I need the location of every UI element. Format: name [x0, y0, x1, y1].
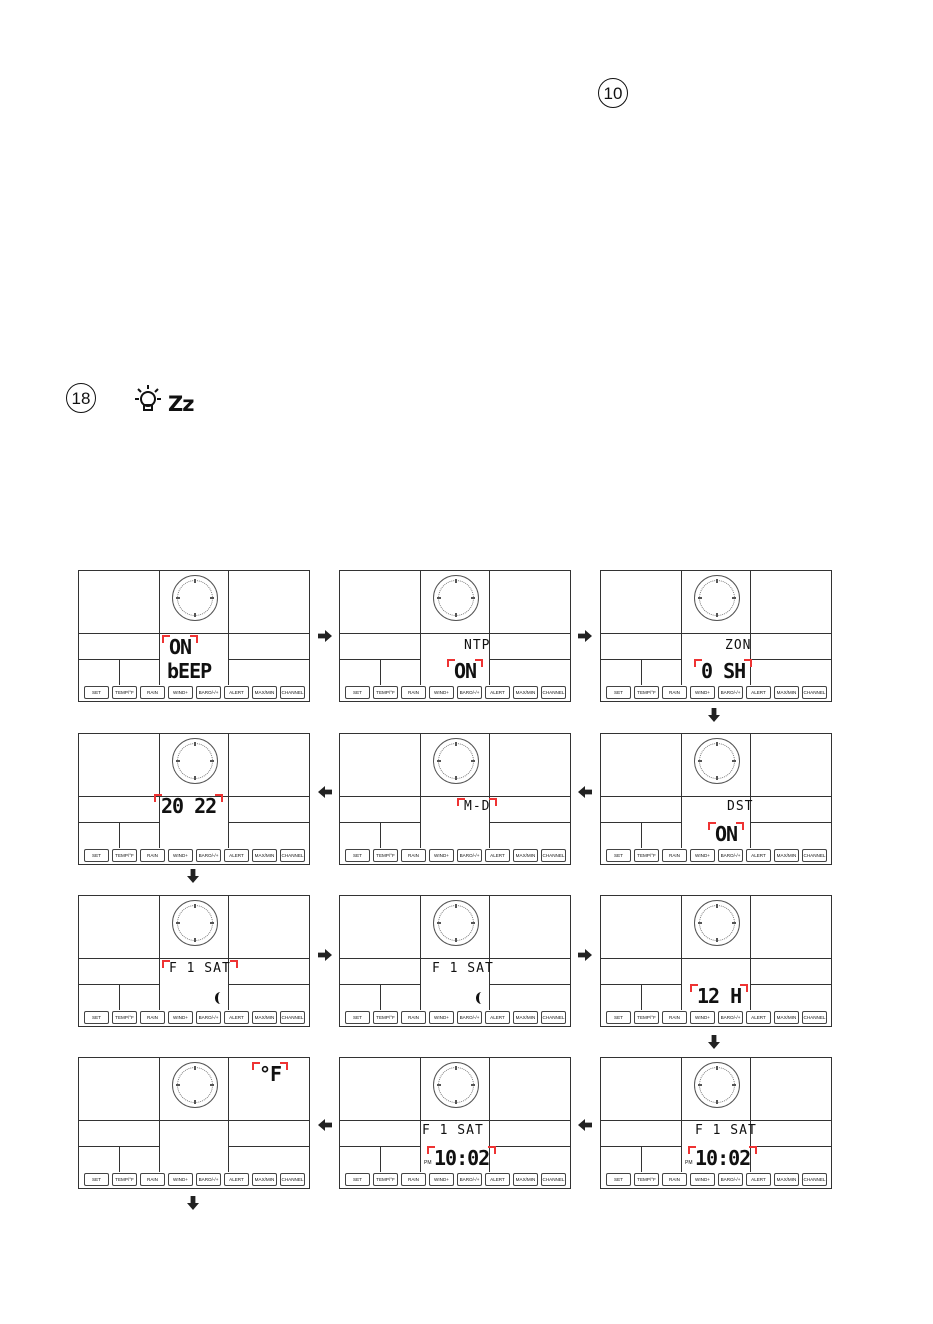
- lcd-button-alert: ALERT: [224, 1173, 249, 1186]
- year-value: 20 22: [161, 794, 217, 818]
- lcd-panel-day-flash: [339, 895, 571, 1027]
- lcd-button-channel: CHANNEL: [280, 1173, 305, 1186]
- lcd-button-max-min: MAX/MIN: [252, 849, 277, 862]
- lcd-button-alert: ALERT: [485, 849, 510, 862]
- compass-icon: [694, 575, 740, 621]
- lcd-button-baro: BARO/-/+: [196, 686, 221, 699]
- lcd-button-baro: BARO/-/+: [718, 686, 743, 699]
- arrow-right-icon: [578, 949, 592, 961]
- lcd-panel-dst: [600, 733, 832, 865]
- lcd-button-alert: ALERT: [485, 1011, 510, 1024]
- compass-icon: [172, 1062, 218, 1108]
- lcd-button-wind: WIND+: [429, 1011, 454, 1024]
- lcd-button-max-min: MAX/MIN: [513, 1011, 538, 1024]
- arrow-left-icon: [578, 786, 592, 798]
- compass-icon: [433, 900, 479, 946]
- pm-indicator: PM: [424, 1160, 432, 1166]
- lcd-button-baro: BARO/-/+: [196, 1173, 221, 1186]
- lcd-button-temp-f: TEMP/°F: [112, 1173, 137, 1186]
- lcd-button-rain: RAIN: [140, 686, 165, 699]
- arrow-right-icon: [318, 630, 332, 642]
- lcd-button-wind: WIND+: [429, 686, 454, 699]
- lcd-button-channel: CHANNEL: [802, 686, 827, 699]
- lcd-button-set: SET: [84, 849, 109, 862]
- lcd-button-rain: RAIN: [401, 1173, 426, 1186]
- lcd-button-baro: BARO/-/+: [457, 1173, 482, 1186]
- lcd-button-set: SET: [606, 1173, 631, 1186]
- temp-unit-value: °F: [259, 1062, 282, 1086]
- lcd-button-set: SET: [606, 849, 631, 862]
- lcd-button-wind: WIND+: [690, 1011, 715, 1024]
- arrow-left-icon: [318, 1119, 332, 1131]
- lcd-button-channel: CHANNEL: [541, 1173, 566, 1186]
- lcd-button-temp-f: TEMP/°F: [112, 849, 137, 862]
- lcd-panel-ntp: [339, 570, 571, 702]
- lcd-button-set: SET: [84, 1011, 109, 1024]
- lcd-button-set: SET: [84, 686, 109, 699]
- button-row: [84, 849, 305, 862]
- compass-icon: [172, 900, 218, 946]
- button-row: [84, 1173, 305, 1186]
- lcd-panel-beep: [78, 570, 310, 702]
- lcd-panel-clock-minute: [339, 1057, 571, 1189]
- lcd-button-wind: WIND+: [690, 1173, 715, 1186]
- compass-icon: [694, 1062, 740, 1108]
- lcd-button-wind: WIND+: [168, 1173, 193, 1186]
- lcd-button-max-min: MAX/MIN: [774, 1011, 799, 1024]
- lcd-button-alert: ALERT: [746, 1173, 771, 1186]
- lcd-button-rain: RAIN: [662, 1173, 687, 1186]
- date-format-value: M-D: [464, 799, 491, 814]
- compass-icon: [694, 900, 740, 946]
- lcd-button-set: SET: [345, 1011, 370, 1024]
- lcd-button-temp-f: TEMP/°F: [373, 849, 398, 862]
- lcd-button-alert: ALERT: [746, 1011, 771, 1024]
- button-row: [606, 1173, 827, 1186]
- button-row: [606, 686, 827, 699]
- lcd-button-max-min: MAX/MIN: [513, 849, 538, 862]
- lcd-button-temp-f: TEMP/°F: [634, 1011, 659, 1024]
- clock-value: 10:02: [434, 1146, 490, 1170]
- lcd-button-rain: RAIN: [140, 1011, 165, 1024]
- moon-icon: [215, 992, 226, 1004]
- lcd-button-max-min: MAX/MIN: [252, 1011, 277, 1024]
- day-value: F 1 SAT: [432, 961, 494, 976]
- lcd-panel-zone: [600, 570, 832, 702]
- arrow-left-icon: [318, 786, 332, 798]
- moon-icon: [476, 992, 487, 1004]
- lcd-button-baro: BARO/-/+: [457, 686, 482, 699]
- lcd-panel-month-day-flash: [78, 895, 310, 1027]
- lcd-button-channel: CHANNEL: [541, 1011, 566, 1024]
- clock-value: 10:02: [695, 1146, 751, 1170]
- lcd-button-rain: RAIN: [140, 849, 165, 862]
- lcd-button-temp-f: TEMP/°F: [112, 1011, 137, 1024]
- lcd-button-temp-f: TEMP/°F: [634, 1173, 659, 1186]
- lcd-button-max-min: MAX/MIN: [774, 849, 799, 862]
- lcd-button-rain: RAIN: [662, 849, 687, 862]
- lcd-button-alert: ALERT: [746, 849, 771, 862]
- lcd-button-alert: ALERT: [485, 1173, 510, 1186]
- lcd-button-channel: CHANNEL: [280, 849, 305, 862]
- compass-icon: [433, 1062, 479, 1108]
- lcd-button-wind: WIND+: [690, 686, 715, 699]
- date-readout: F 1 SAT: [695, 1123, 757, 1138]
- compass-icon: [694, 738, 740, 784]
- lcd-button-temp-f: TEMP/°F: [112, 686, 137, 699]
- pm-indicator: PM: [685, 1160, 693, 1166]
- lcd-button-channel: CHANNEL: [802, 1011, 827, 1024]
- lcd-button-set: SET: [84, 1173, 109, 1186]
- button-row: [345, 1173, 566, 1186]
- lcd-button-baro: BARO/-/+: [718, 1011, 743, 1024]
- compass-icon: [172, 738, 218, 784]
- lcd-button-alert: ALERT: [746, 686, 771, 699]
- lcd-button-rain: RAIN: [140, 1173, 165, 1186]
- lcd-button-baro: BARO/-/+: [457, 849, 482, 862]
- lcd-button-baro: BARO/-/+: [196, 849, 221, 862]
- lcd-button-baro: BARO/-/+: [718, 849, 743, 862]
- lcd-button-alert: ALERT: [224, 686, 249, 699]
- lcd-panel-clock-hour: [600, 1057, 832, 1189]
- ntp-value: ON: [454, 659, 477, 683]
- button-row: [84, 686, 305, 699]
- hour-format-value: 12 H: [697, 984, 742, 1008]
- lcd-button-set: SET: [345, 849, 370, 862]
- lcd-button-temp-f: TEMP/°F: [373, 1011, 398, 1024]
- lcd-button-rain: RAIN: [401, 1011, 426, 1024]
- lcd-button-max-min: MAX/MIN: [774, 1173, 799, 1186]
- compass-icon: [433, 738, 479, 784]
- lcd-button-temp-f: TEMP/°F: [634, 686, 659, 699]
- sleep-label: Zz: [168, 392, 194, 416]
- arrow-down-icon: [708, 708, 720, 722]
- beep-label: bEEP: [167, 659, 212, 683]
- lcd-button-rain: RAIN: [401, 849, 426, 862]
- arrow-right-icon: [318, 949, 332, 961]
- lcd-button-max-min: MAX/MIN: [513, 686, 538, 699]
- arrow-left-icon: [578, 1119, 592, 1131]
- zone-value: 0 SH: [701, 659, 746, 683]
- arrow-down-icon: [187, 1196, 199, 1210]
- lcd-button-channel: CHANNEL: [541, 686, 566, 699]
- lcd-button-channel: CHANNEL: [541, 849, 566, 862]
- date-readout: F 1 SAT: [422, 1123, 484, 1138]
- month-day-value: F 1 SAT: [169, 961, 231, 976]
- lcd-button-temp-f: TEMP/°F: [634, 849, 659, 862]
- lcd-button-rain: RAIN: [662, 1011, 687, 1024]
- lcd-button-channel: CHANNEL: [280, 686, 305, 699]
- lcd-panel-12h: [600, 895, 832, 1027]
- compass-icon: [172, 575, 218, 621]
- zone-label: ZON: [725, 638, 752, 653]
- dst-label: DST: [727, 799, 754, 814]
- dst-value: ON: [715, 822, 738, 846]
- lcd-button-rain: RAIN: [662, 686, 687, 699]
- button-row: [345, 1011, 566, 1024]
- lcd-button-alert: ALERT: [224, 1011, 249, 1024]
- lcd-button-wind: WIND+: [168, 686, 193, 699]
- button-row: [606, 1011, 827, 1024]
- lcd-button-set: SET: [606, 1011, 631, 1024]
- lcd-button-wind: WIND+: [690, 849, 715, 862]
- lcd-panel-year: [78, 733, 310, 865]
- lcd-button-max-min: MAX/MIN: [513, 1173, 538, 1186]
- button-row: [345, 849, 566, 862]
- lcd-button-set: SET: [345, 686, 370, 699]
- arrow-down-icon: [187, 869, 199, 883]
- lcd-button-alert: ALERT: [485, 686, 510, 699]
- lcd-button-channel: CHANNEL: [802, 1173, 827, 1186]
- lcd-button-rain: RAIN: [401, 686, 426, 699]
- lcd-button-channel: CHANNEL: [280, 1011, 305, 1024]
- lcd-button-max-min: MAX/MIN: [252, 686, 277, 699]
- compass-icon: [433, 575, 479, 621]
- button-row: [84, 1011, 305, 1024]
- lcd-button-max-min: MAX/MIN: [252, 1173, 277, 1186]
- ntp-label: NTP: [464, 638, 491, 653]
- lcd-button-baro: BARO/-/+: [718, 1173, 743, 1186]
- lcd-button-wind: WIND+: [429, 849, 454, 862]
- button-row: [345, 686, 566, 699]
- lcd-panel-temp-unit: [78, 1057, 310, 1189]
- arrow-down-icon: [708, 1035, 720, 1049]
- beep-value: ON: [169, 635, 192, 659]
- lcd-panel-date-format: [339, 733, 571, 865]
- lcd-button-alert: ALERT: [224, 849, 249, 862]
- step-number-18: 18: [66, 383, 96, 413]
- lcd-button-wind: WIND+: [168, 849, 193, 862]
- arrow-right-icon: [578, 630, 592, 642]
- lcd-button-temp-f: TEMP/°F: [373, 686, 398, 699]
- lcd-button-temp-f: TEMP/°F: [373, 1173, 398, 1186]
- lcd-button-wind: WIND+: [168, 1011, 193, 1024]
- button-row: [606, 849, 827, 862]
- lcd-button-max-min: MAX/MIN: [774, 686, 799, 699]
- lcd-button-wind: WIND+: [429, 1173, 454, 1186]
- lcd-button-channel: CHANNEL: [802, 849, 827, 862]
- backlight-bulb-icon: [133, 384, 163, 416]
- lcd-button-set: SET: [345, 1173, 370, 1186]
- step-number-10: 10: [598, 78, 628, 108]
- lcd-button-baro: BARO/-/+: [457, 1011, 482, 1024]
- lcd-button-set: SET: [606, 686, 631, 699]
- lcd-button-baro: BARO/-/+: [196, 1011, 221, 1024]
